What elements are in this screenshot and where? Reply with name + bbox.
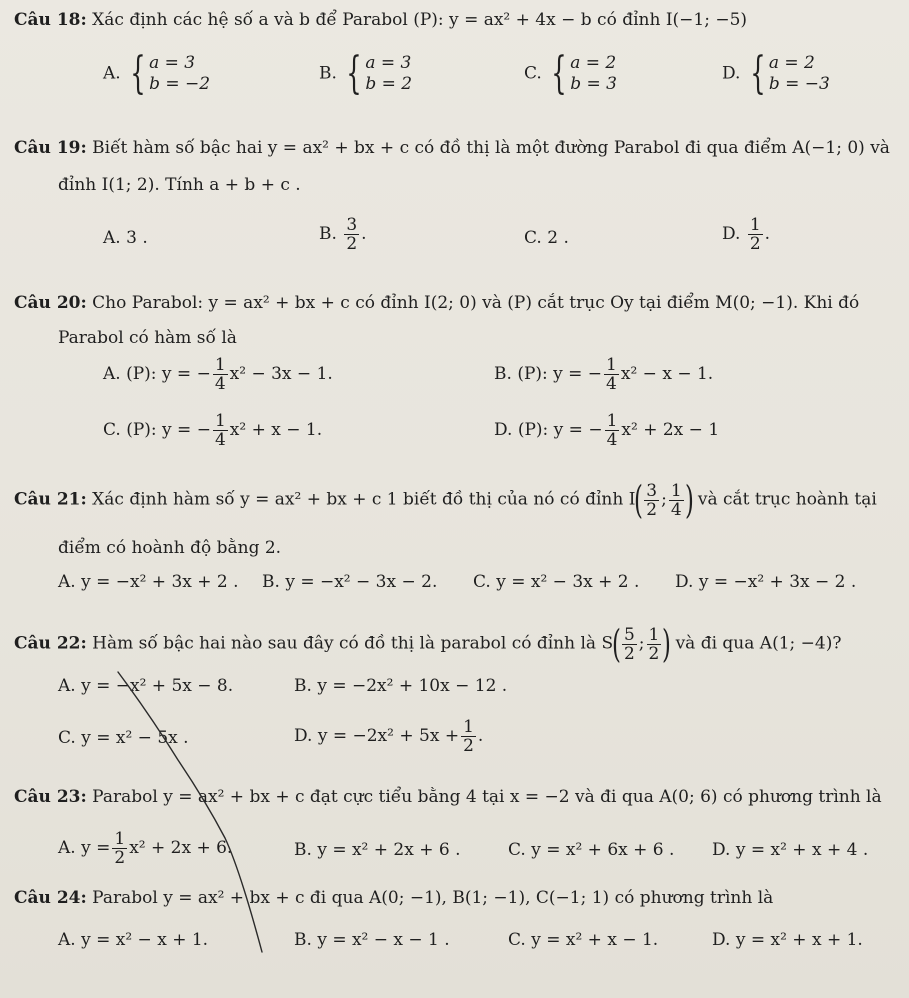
q24-option-d-text: y = x² + x + 1. bbox=[735, 930, 863, 950]
q21-option-a[interactable] bbox=[58, 572, 239, 592]
q21-option-d-text: y = −x² + 3x − 2 . bbox=[698, 572, 857, 592]
q23-option-c-text: y = x² + 6x + 6 . bbox=[531, 840, 675, 860]
q18-option-c-row2: b = 3 bbox=[570, 74, 617, 94]
q20-option-b-letter: B. bbox=[494, 364, 512, 384]
q20-stem-line2: Parabol có hàm số là bbox=[58, 328, 237, 348]
q22-option-d-letter: D. bbox=[294, 726, 313, 746]
q22-vertex-num2: 1 bbox=[648, 624, 660, 645]
q24-option-b-text: y = x² − x − 1 . bbox=[317, 930, 450, 950]
q24-stem-line bbox=[14, 888, 773, 908]
q23-stem: Parabol y = ax² + bx + c đạt cực tiểu bằng 4 tại x = −2 và đi qua A(0; 6) có phương trình là bbox=[92, 787, 882, 807]
q20-option-b-num: 1 bbox=[606, 355, 617, 375]
q22-option-c-text: y = x² − 5x . bbox=[81, 728, 189, 748]
q22-stem-line: Câu 22: Hàm số bậc hai nào sau đây có đồ thị là parabol có đỉnh là S( $\frac{5}{2}$ ; $\frac{1}{2}$ ) và đi qua A(1; −4)? bbox=[14, 622, 842, 666]
q22-stem-pre: Hàm số bậc hai nào sau đây có đồ thị là parabol có đỉnh là S bbox=[92, 633, 614, 654]
q19-option-b-den: 2 bbox=[346, 234, 358, 254]
q23-option-c[interactable] bbox=[508, 840, 674, 860]
q19-option-c-letter: C. bbox=[524, 228, 542, 248]
q18-option-c[interactable]: C. { a = 2 b = 3 bbox=[524, 48, 617, 99]
q22-vertex-num1: 5 bbox=[623, 624, 635, 645]
q21-option-b-text: y = −x² − 3x − 2. bbox=[285, 572, 438, 592]
q19-label: Câu 19: bbox=[14, 138, 87, 158]
q18-option-b[interactable]: B. { a = 3 b = 2 bbox=[319, 48, 413, 99]
q20-option-b-den: 4 bbox=[606, 374, 617, 394]
q22-option-c[interactable] bbox=[58, 728, 189, 748]
q21-label: Câu 21: bbox=[14, 489, 87, 510]
q19-option-d-den: 2 bbox=[749, 234, 761, 254]
q20-option-d-den: 4 bbox=[606, 430, 618, 450]
q21-option-b[interactable] bbox=[262, 572, 437, 592]
q22-option-c-letter: C. bbox=[58, 728, 76, 748]
q19-option-b-suffix: . bbox=[361, 224, 367, 244]
q18-option-c-row1: a = 2 bbox=[570, 53, 617, 73]
q22-option-d-den: 2 bbox=[463, 736, 474, 756]
q20-stem-line1-text: Cho Parabol: y = ax² + bx + c có đỉnh I(2; 0) và (P) cắt trục Oy tại điểm M(0; −1). Khi đó bbox=[92, 293, 860, 313]
q18-option-b-row1: a = 3 bbox=[365, 53, 412, 73]
q18-option-b-letter: B. bbox=[319, 63, 337, 84]
q20-option-a-pre: (P): y = − bbox=[126, 364, 211, 384]
q20-option-c-den: 4 bbox=[214, 430, 226, 450]
q19-option-d-num: 1 bbox=[749, 215, 761, 235]
q18-stem: Xác định các hệ số a và b để Parabol (P): y = ax² + 4x − b có đỉnh I(−1; −5) bbox=[92, 10, 748, 30]
q24-option-c-letter: C. bbox=[508, 930, 526, 950]
q22-option-b-letter: B. bbox=[294, 676, 312, 696]
q18-option-d-row2: b = −3 bbox=[768, 74, 830, 94]
q20-option-c-letter: C. bbox=[103, 420, 121, 440]
q21-stem-line2: điểm có hoành độ bằng 2. bbox=[58, 538, 282, 558]
q19-option-a-letter: A. bbox=[103, 228, 121, 248]
q21-option-c-letter: C. bbox=[473, 572, 491, 592]
q21-vertex-den1: 2 bbox=[646, 499, 658, 520]
q24-option-c[interactable] bbox=[508, 930, 658, 950]
q24-option-a-text: y = x² − x + 1. bbox=[81, 930, 209, 950]
q24-option-b-letter: B. bbox=[294, 930, 312, 950]
q20-option-a-letter: A. bbox=[103, 364, 121, 384]
q20-option-d-num: 1 bbox=[606, 411, 618, 431]
q24-option-c-text: y = x² + x − 1. bbox=[531, 930, 659, 950]
q23-option-d[interactable] bbox=[712, 840, 868, 860]
q21-option-d[interactable] bbox=[675, 572, 856, 592]
q24-option-a[interactable] bbox=[58, 930, 208, 950]
q19-option-b-letter: B. bbox=[319, 224, 337, 244]
q23-option-b-text: y = x² + 2x + 6 . bbox=[317, 840, 461, 860]
q24-option-b[interactable] bbox=[294, 930, 450, 950]
q22-option-b[interactable] bbox=[294, 676, 507, 696]
q22-stem-post: và đi qua A(1; −4)? bbox=[675, 633, 842, 654]
q18-option-a-letter: A. bbox=[103, 63, 121, 84]
q18-stem-line bbox=[14, 10, 747, 30]
q19-option-d[interactable] bbox=[722, 216, 770, 253]
q22-option-d-num: 1 bbox=[463, 717, 474, 737]
q23-stem-line bbox=[14, 787, 882, 807]
q19-stem-line2: đỉnh I(1; 2). Tính a + b + c . bbox=[58, 175, 301, 195]
q20-option-a-num: 1 bbox=[214, 355, 226, 375]
q19-option-c-text: 2 . bbox=[547, 228, 569, 248]
q22-option-d-pre: y = −2x² + 5x + bbox=[317, 726, 460, 746]
q18-option-d-letter: D. bbox=[722, 63, 741, 84]
q19-option-c[interactable] bbox=[524, 228, 569, 248]
q22-vertex-den1: 2 bbox=[623, 643, 635, 664]
q23-option-a-num: 1 bbox=[114, 829, 126, 849]
q18-option-d-row1: a = 2 bbox=[768, 53, 815, 73]
q19-stem-line1-text: Biết hàm số bậc hai y = ax² + bx + c có đồ thị là một đường Parabol đi qua điểm A(−1; 0) và bbox=[92, 138, 890, 158]
q24-option-d-letter: D. bbox=[712, 930, 731, 950]
q22-option-a-text: y = −x² + 5x − 8. bbox=[81, 676, 234, 696]
q24-option-a-letter: A. bbox=[58, 930, 76, 950]
q18-option-b-row2: b = 2 bbox=[365, 74, 413, 94]
q21-stem-line1: Câu 21: Xác định hàm số y = ax² + bx + c 1 biết đồ thị của nó có đỉnh I( $\frac{3}{2}$ ; $\frac{1}{4}$ ) và cắt trục hoành tại bbox=[14, 478, 877, 522]
q21-stem-post: và cắt trục hoành tại bbox=[697, 489, 877, 510]
q20-option-c-num: 1 bbox=[214, 411, 226, 431]
q19-option-b[interactable] bbox=[319, 216, 367, 253]
q20-option-b-pre: (P): y = − bbox=[517, 364, 603, 384]
q22-option-a-letter: A. bbox=[58, 676, 76, 696]
q24-stem: Parabol y = ax² + bx + c đi qua A(0; −1), B(1; −1), C(−1; 1) có phương trình là bbox=[92, 888, 774, 908]
q22-option-b-text: y = −2x² + 10x − 12 . bbox=[317, 676, 508, 696]
q21-vertex-num2: 1 bbox=[670, 480, 682, 501]
q23-option-d-text: y = x² + x + 4 . bbox=[735, 840, 869, 860]
q21-vertex-num1: 3 bbox=[646, 480, 658, 501]
q20-option-c-pre: (P): y = − bbox=[126, 420, 211, 440]
q21-vertex-den2: 4 bbox=[670, 499, 682, 520]
q24-label: Câu 24: bbox=[14, 888, 87, 908]
q21-option-b-letter: B. bbox=[262, 572, 280, 592]
q20-label: Câu 20: bbox=[14, 293, 87, 313]
q23-option-b-letter: B. bbox=[294, 840, 312, 860]
q21-stem-pre: Xác định hàm số y = ax² + bx + c 1 biết đồ thị của nó có đỉnh I bbox=[92, 489, 636, 510]
q20-option-c-post: x² + x − 1. bbox=[229, 420, 323, 440]
q19-option-a[interactable] bbox=[103, 228, 148, 248]
q22-option-d[interactable] bbox=[294, 718, 483, 755]
q23-option-c-letter: C. bbox=[508, 840, 526, 860]
q22-label: Câu 22: bbox=[14, 633, 87, 654]
q23-option-a-post: x² + 2x + 6. bbox=[129, 838, 233, 858]
q23-option-a-den: 2 bbox=[114, 848, 126, 868]
q22-option-a[interactable] bbox=[58, 676, 233, 696]
q19-option-b-num: 3 bbox=[346, 215, 358, 235]
q20-option-d-letter: D. bbox=[494, 420, 513, 440]
q23-option-b[interactable] bbox=[294, 840, 461, 860]
q18-option-c-letter: C. bbox=[524, 63, 542, 84]
q20-option-a-den: 4 bbox=[214, 374, 226, 394]
q19-option-d-suffix: . bbox=[764, 224, 771, 244]
q22-option-d-suffix: . bbox=[477, 726, 484, 746]
q20-option-a[interactable] bbox=[103, 356, 333, 393]
q21-option-a-letter: A. bbox=[58, 572, 76, 592]
q20-option-d[interactable] bbox=[494, 412, 719, 449]
q18-label: Câu 18: bbox=[14, 10, 87, 30]
q20-option-a-post: x² − 3x − 1. bbox=[229, 364, 333, 384]
q23-option-d-letter: D. bbox=[712, 840, 731, 860]
q22-vertex-den2: 2 bbox=[648, 643, 660, 664]
q21-option-a-text: y = −x² + 3x + 2 . bbox=[81, 572, 239, 592]
q18-option-a-row1: a = 3 bbox=[149, 53, 196, 73]
q21-option-c[interactable] bbox=[473, 572, 639, 592]
q23-option-a-letter: A. bbox=[58, 838, 76, 858]
q20-option-c[interactable] bbox=[103, 412, 322, 449]
q19-stem-line1 bbox=[14, 138, 890, 158]
q18-option-a-row2: b = −2 bbox=[149, 74, 211, 94]
q19-option-a-text: 3 . bbox=[126, 228, 148, 248]
q20-option-b-post: x² − x − 1. bbox=[620, 364, 714, 384]
q21-option-d-letter: D. bbox=[675, 572, 694, 592]
q23-option-a[interactable] bbox=[58, 830, 232, 867]
q20-option-d-post: x² + 2x − 1 bbox=[621, 420, 720, 440]
q20-option-b[interactable] bbox=[494, 356, 713, 393]
q23-label: Câu 23: bbox=[14, 787, 87, 807]
q23-option-a-pre: y = bbox=[81, 838, 111, 858]
q20-stem-line1 bbox=[14, 293, 859, 313]
q18-option-a[interactable]: A. { a = 3 b = −2 bbox=[103, 48, 211, 99]
q18-option-d[interactable]: D. { a = 2 b = −3 bbox=[722, 48, 830, 99]
q24-option-d[interactable] bbox=[712, 930, 863, 950]
q20-option-d-pre: (P): y = − bbox=[517, 420, 603, 440]
q19-option-d-letter: D. bbox=[722, 224, 741, 244]
q21-option-c-text: y = x² − 3x + 2 . bbox=[496, 572, 640, 592]
